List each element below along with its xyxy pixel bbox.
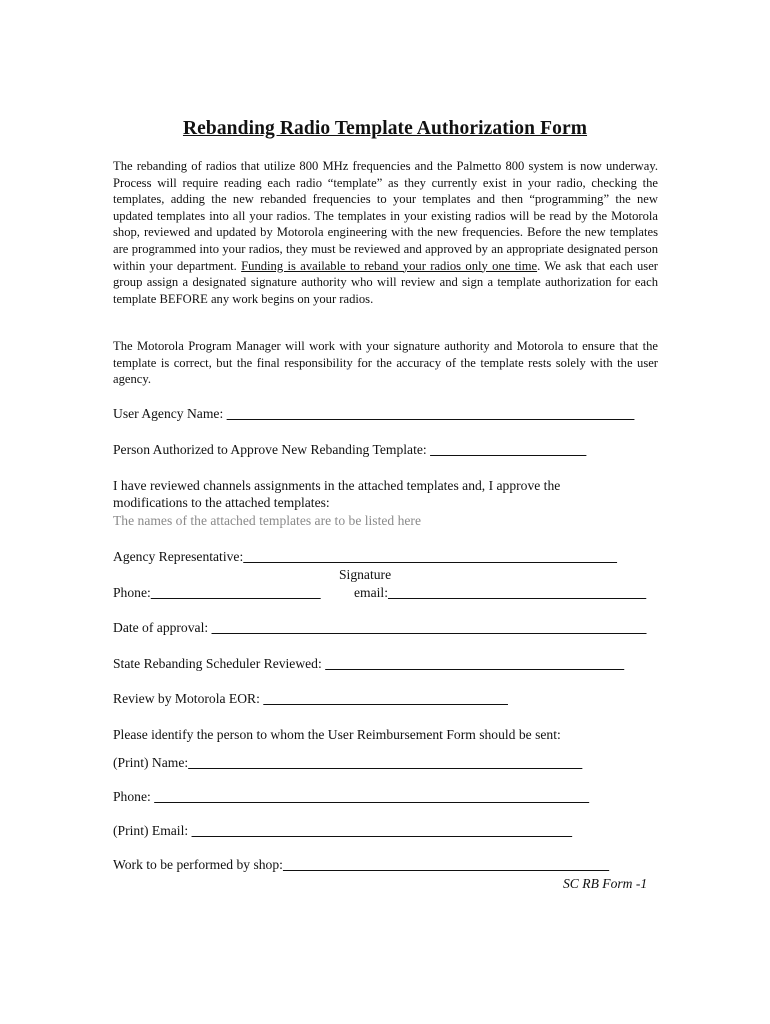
print-name-label: (Print) Name: [113,755,189,770]
work-by-shop-field[interactable] [113,857,609,873]
phone2-field[interactable] [113,789,589,805]
work-by-shop-blank[interactable] [283,857,609,872]
review-statement-line-1: I have reviewed channels assignments in the attached templates and, I approve the [113,478,561,493]
person-authorized-field[interactable] [113,442,586,458]
person-authorized-blank[interactable] [430,442,586,457]
intro-paragraph [113,158,658,307]
date-of-approval-field[interactable] [113,620,647,636]
print-email-label: (Print) Email: [113,823,192,838]
review-statement-line-2: modifications to the attached templates: [113,495,330,510]
phone2-label: Phone: [113,789,155,804]
phone-label: Phone: [113,585,151,600]
form-title: Rebanding Radio Template Authorization Form [182,118,588,139]
motorola-eor-blank[interactable] [263,691,508,706]
agency-rep-label: Agency Representative: [113,549,244,564]
print-name-blank[interactable] [188,755,582,770]
email-label: email: [354,585,388,600]
motorola-eor-label: Review by Motorola EOR: [113,691,264,706]
print-email-field[interactable] [113,823,572,839]
scheduler-reviewed-blank[interactable] [325,656,624,671]
intro-text-1: The rebanding of radios that utilize 800 MHz frequencies and the Palmetto 800 system is now underway. Process will require reading each radio “template” as they currently exist in your radio, checking the templates, adding the new rebanded frequencies to your templates and then “programming” the new updated templates into all your radios. The templates in your existing radios will be read by the Motorola shop, reviewed and updated by Motorola engineering with the new frequencies. Before the new templates are programmed into your radios, they must be reviewed and approved by an appropriate designated person within your department. [113,159,658,273]
phone-blank[interactable] [151,585,321,600]
funding-note: Funding is available to reband your radios only one time [241,258,538,273]
print-email-blank[interactable] [192,823,573,838]
responsibility-paragraph: The Motorola Program Manager will work with your signature authority and Motorola to ensure that the template is correct, but the final responsibility for the accuracy of the template rests solely with the user agency. [113,339,658,387]
agency-rep-field[interactable] [113,549,617,565]
intro-text-2: . We ask that each user group assign a designated signature authority who will review and sign a template authorization for each template BEFORE any work begins on your radios. [113,258,658,306]
work-by-shop-label: Work to be performed by shop: [113,857,283,872]
user-agency-blank[interactable] [227,406,635,421]
date-of-approval-blank[interactable] [212,620,647,635]
person-authorized-label: Person Authorized to Approve New Rebanding Template: [113,442,431,457]
user-agency-field[interactable] [113,406,634,422]
agency-rep-blank[interactable] [243,549,617,564]
email-field[interactable] [354,585,646,601]
phone2-blank[interactable] [154,789,589,804]
print-name-field[interactable] [113,755,582,771]
signature-label: Signature [339,567,392,582]
templates-note: The names of the attached templates are to be listed here [113,513,421,528]
form-id: SC RB Form -1 [563,876,648,891]
motorola-eor-field[interactable] [113,691,508,707]
email-blank[interactable] [388,585,646,600]
phone-field[interactable] [113,585,321,601]
date-of-approval-label: Date of approval: [113,620,212,635]
scheduler-reviewed-field[interactable] [113,656,624,672]
scheduler-reviewed-label: State Rebanding Scheduler Reviewed: [113,656,326,671]
reimbursement-prompt: Please identify the person to whom the User Reimbursement Form should be sent: [113,727,561,742]
user-agency-label: User Agency Name: [113,406,227,421]
